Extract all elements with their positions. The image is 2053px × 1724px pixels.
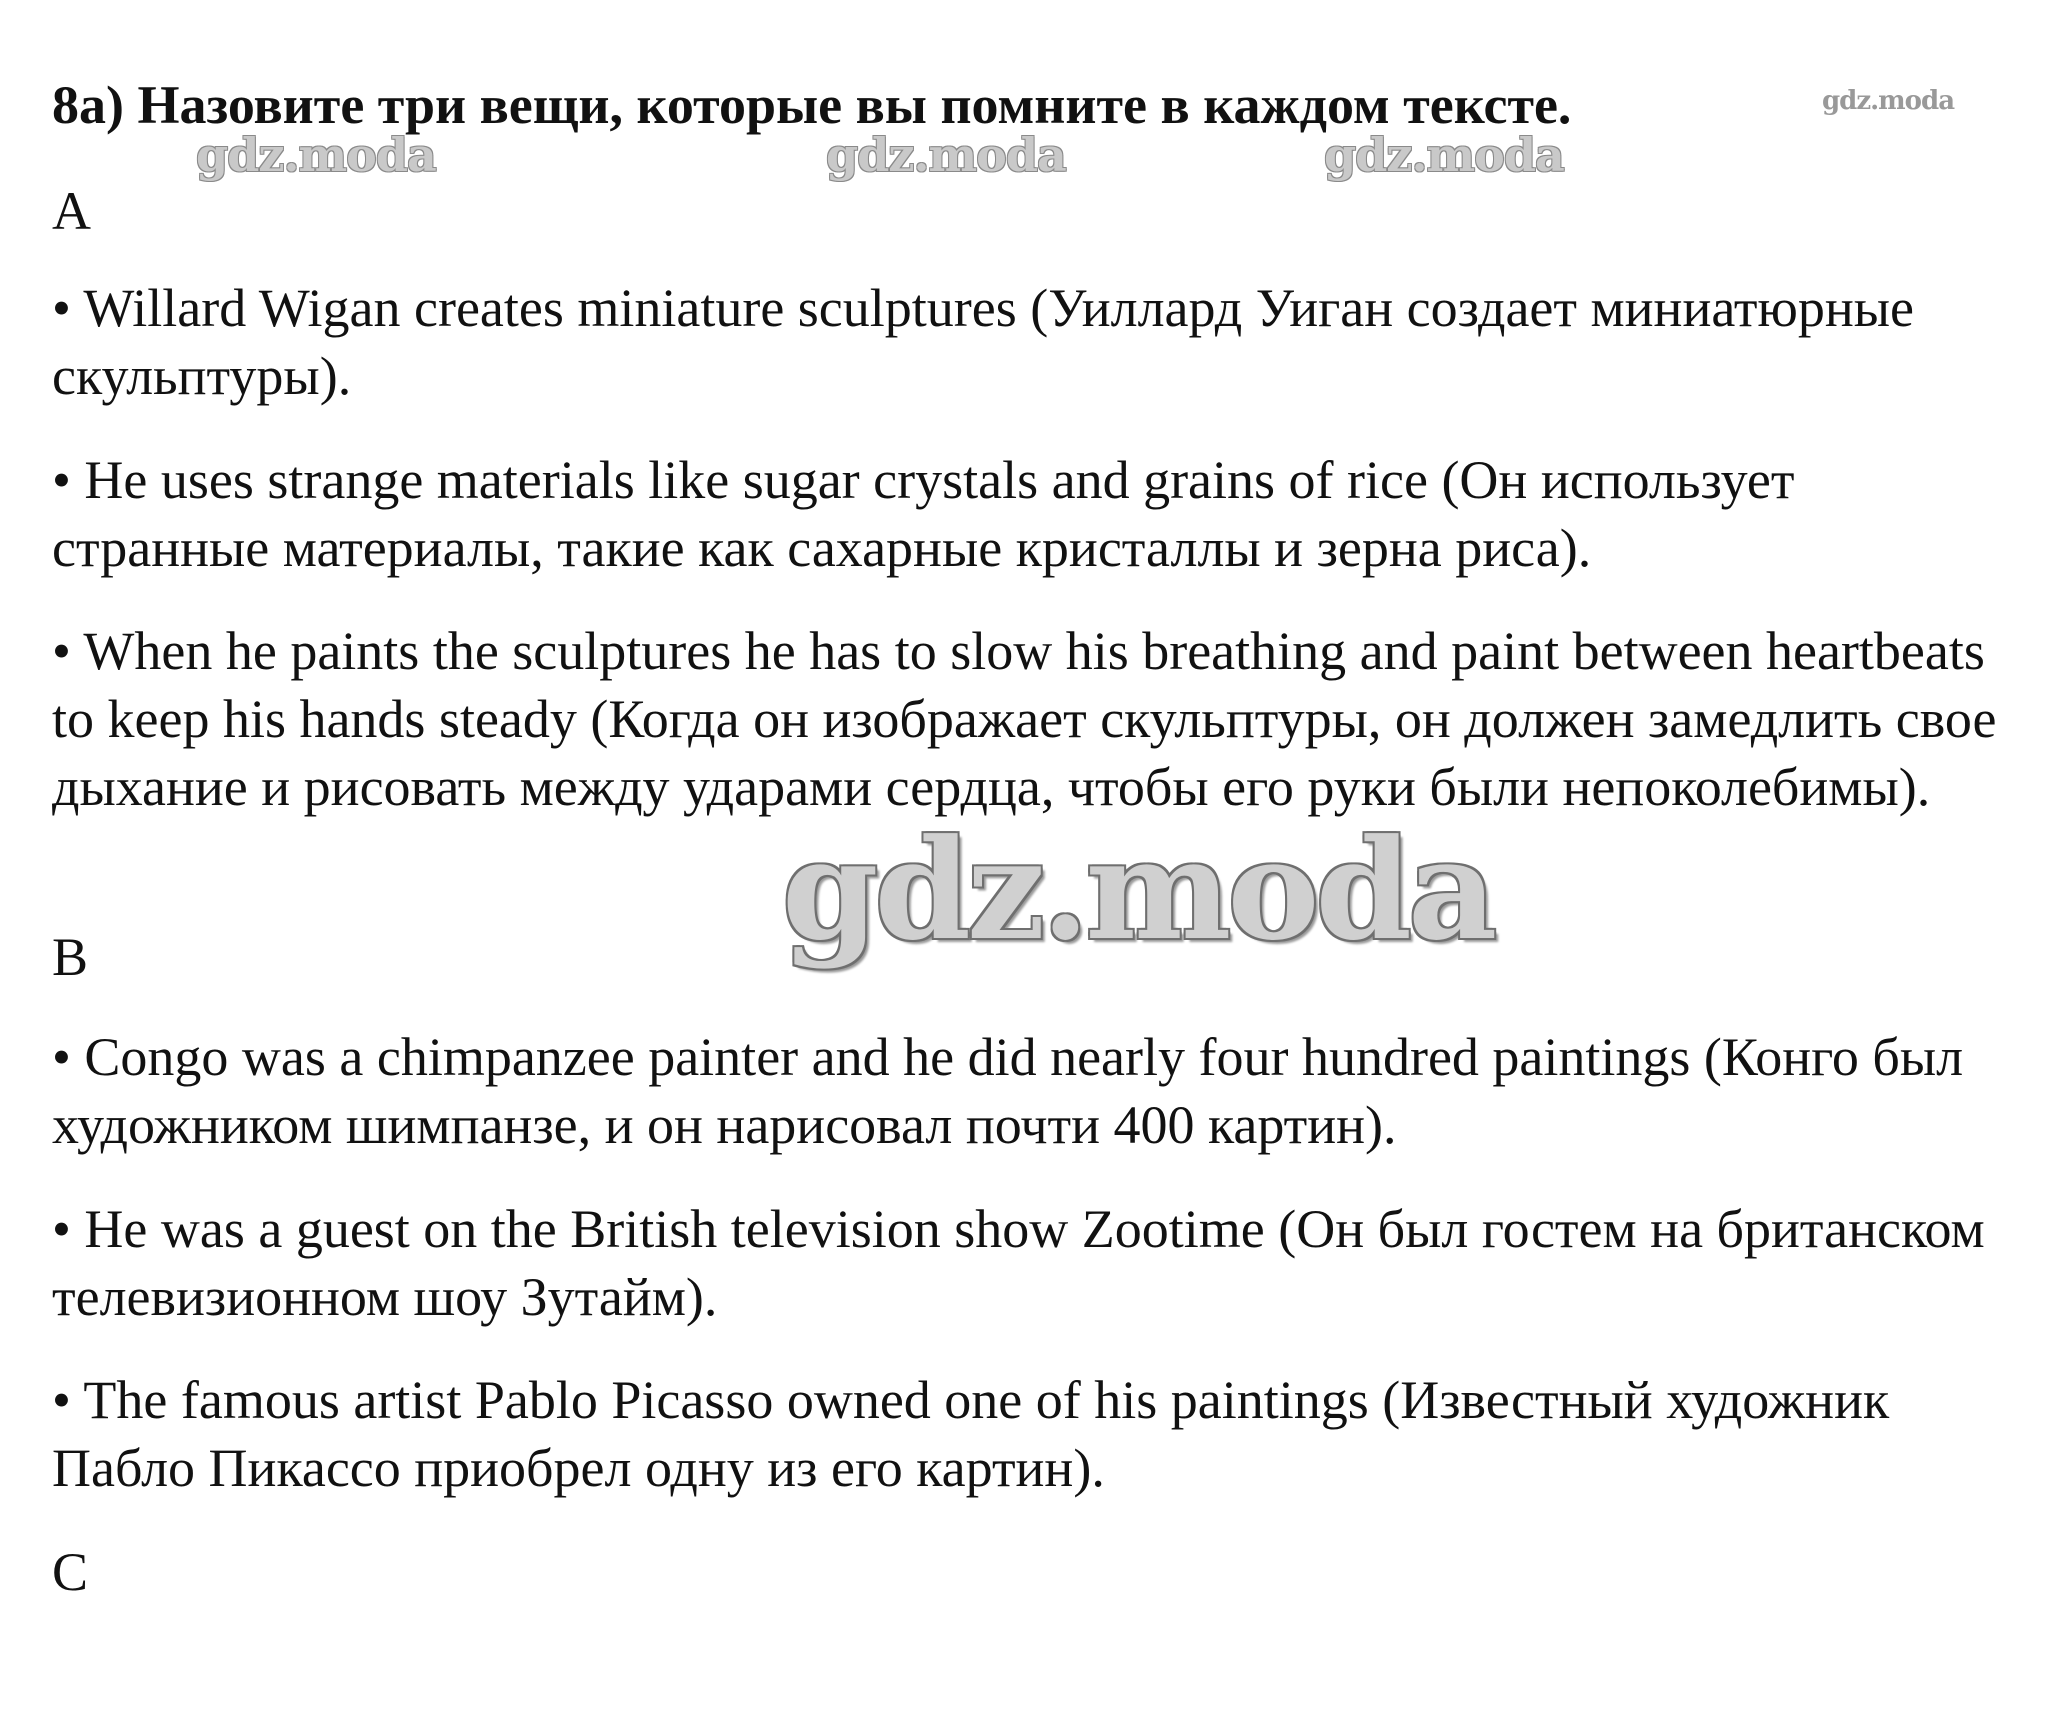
exercise-heading: 8a) Назовите три вещи, которые вы помните в каждом тексте. (52, 75, 1572, 135)
list-item: • He uses strange materials like sugar crystals and grains of rice (Он использует странные материалы, такие как сахарные кристаллы и зерна риса). (52, 450, 1795, 578)
watermark-top-left: gdz.moda (196, 128, 436, 182)
section-letter-c: C (52, 1542, 89, 1602)
watermark-top-center: gdz.moda (826, 128, 1066, 182)
watermark-top-right: gdz.moda (1324, 128, 1564, 182)
watermark-center: gdz.moda (782, 808, 1494, 971)
list-item: • Willard Wigan creates miniature sculptures (Уиллард Уиган создает миниатюрные скульптуры). (52, 278, 1914, 406)
list-item: • When he paints the sculptures he has to slow his breathing and paint between heartbeats to keep his hands steady (Когда он изображает скульптуры, он должен замедлить свое дыхание и рисовать между ударами сердца, чтобы его руки были непоколебимы). (52, 621, 1997, 817)
watermark-corner: gdz.moda (1822, 86, 1955, 116)
section-letter-b: B (52, 927, 89, 987)
list-item: • The famous artist Pablo Picasso owned one of his paintings (Известный художник Пабло Пикассо приобрел одну из его картин). (52, 1370, 1890, 1498)
list-item: • He was a guest on the British television show Zootime (Он был гостем на британском телевизионном шоу Зутайм). (52, 1199, 1985, 1327)
section-letter-a: A (52, 181, 91, 241)
list-item: • Congo was a chimpanzee painter and he did nearly four hundred paintings (Конго был художником шимпанзе, и он нарисовал почти 400 картин). (52, 1027, 1964, 1155)
